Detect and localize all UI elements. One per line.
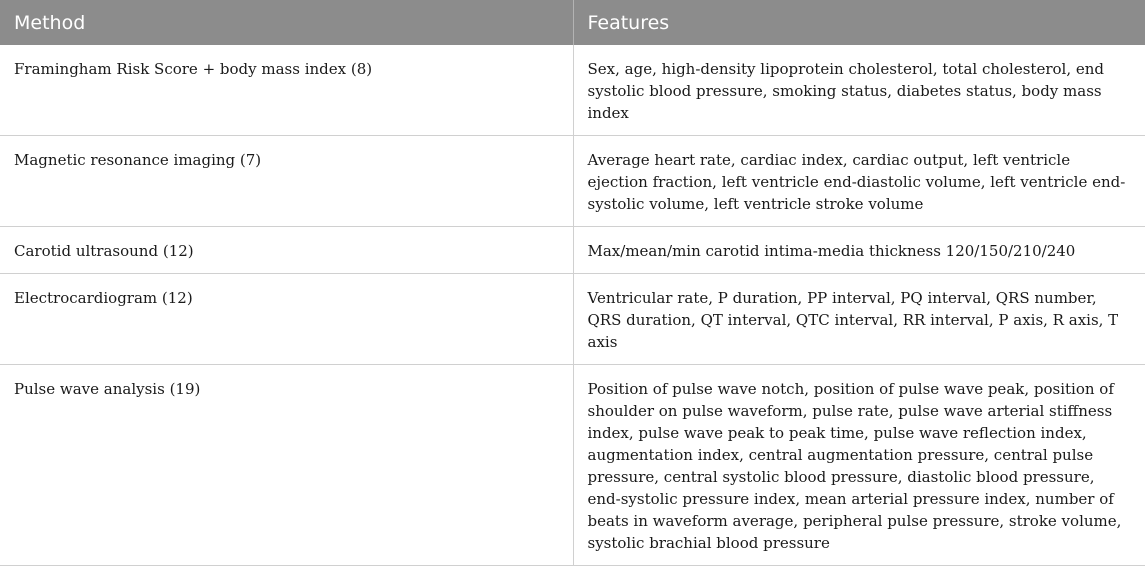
- table-row: [0, 365, 1145, 566]
- table-row: [0, 227, 1145, 274]
- table-row: [0, 136, 1145, 227]
- table-row: [0, 274, 1145, 365]
- features-cell: Ventricular rate, P duration, PP interval, PQ interval, QRS number, QRS duration, QT interval, QTC interval, RR interval, P axis, R axis, T axis: [573, 274, 1145, 365]
- features-cell: Position of pulse wave notch, position of pulse wave peak, position of shoulder on pulse waveform, pulse rate, pulse wave arterial stiffness index, pulse wave peak to peak time, pulse wave reflection index, augmentation index, central augmentation pressure, central pulse pressure, central systolic blood pressure, diastolic blood pressure, end-systolic pressure index, mean arterial pressure index, number of beats in waveform average, peripheral pulse pressure, stroke volume, systolic brachial blood pressure: [573, 365, 1145, 566]
- table-body: [0, 45, 1145, 566]
- method-cell: Framingham Risk Score + body mass index (8): [0, 45, 573, 136]
- column-header-features: Features: [573, 0, 1145, 45]
- table-header: [0, 0, 1145, 45]
- features-cell: Max/mean/min carotid intima-media thickness 120/150/210/240: [573, 227, 1145, 274]
- header-row: [0, 0, 1145, 45]
- method-cell: Carotid ultrasound (12): [0, 227, 573, 274]
- column-header-method: Method: [0, 0, 573, 45]
- features-cell: Average heart rate, cardiac index, cardiac output, left ventricle ejection fraction, left ventricle end-diastolic volume, left ventricle end-systolic volume, left ventricle stroke volume: [573, 136, 1145, 227]
- method-cell: Pulse wave analysis (19): [0, 365, 573, 566]
- method-cell: Electrocardiogram (12): [0, 274, 573, 365]
- table-row: [0, 45, 1145, 136]
- features-cell: Sex, age, high-density lipoprotein cholesterol, total cholesterol, end systolic blood pressure, smoking status, diabetes status, body mass index: [573, 45, 1145, 136]
- method-cell: Magnetic resonance imaging (7): [0, 136, 573, 227]
